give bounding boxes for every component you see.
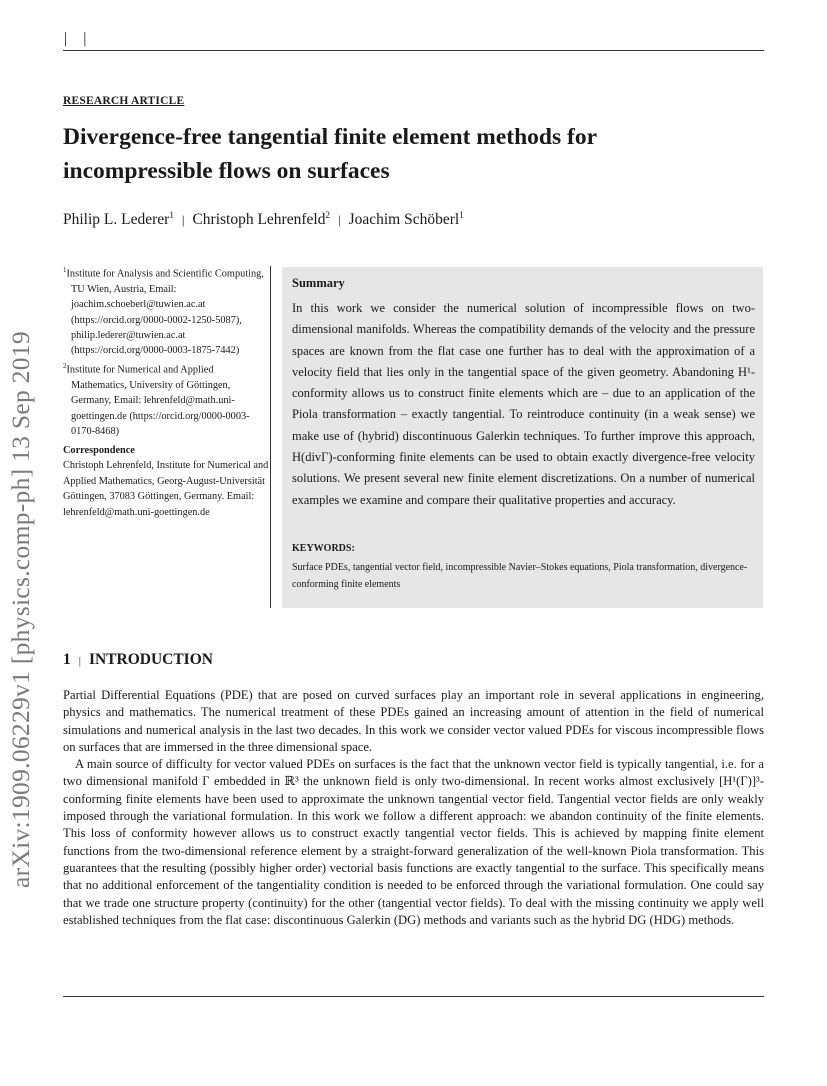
affiliation-item: $^1$Institute for Analysis and Scientific Computing, TU Wien, Austria, Email: joachim.schoeberl@tuwien.ac.at (https://orcid.org/0000-0002-1250-5087), philip.lederer@tuwien.ac.at (https://orcid.org/0000-0003-1875-7442): [63, 266, 264, 357]
keywords-heading: KEYWORDS:: [292, 543, 355, 554]
article-type-label: RESEARCH ARTICLE: [63, 95, 185, 107]
author-affiliation-mark: 2: [325, 210, 330, 220]
section-heading-introduction: [63, 651, 213, 669]
column-divider: [270, 266, 271, 608]
paragraph: A main source of difficulty for vector valued PDEs on surfaces is the fact that the unknown vector field is typically tangential, i.e. for a two dimensional manifold Γ embedded in ℝ³ the unknown field is only two-dimensional. In recent works almost exclusively [H¹(Γ)]³-conforming finite elements have been used to approximate the unknown tangential vector field. Tangential vector fields are only weakly imposed through the variational formulation. In this work we follow a different approach: we abandon continuity of the finite elements. This loss of conformity however allows us to construct exactly tangential vector fields. This is achieved by mapping finite element functions from the two-dimensional reference element by a straight-forward generalization of the well-known Piola transformation. This guarantees that the resulting (possibly higher order) vectorial basis functions are exactly tangential to the surface. This specifically means that no additional enforcement of the tangentiality condition is needed to be enforced through the variational formulation. One could say that we trade one structure property (continuity) for the other (tangential vector fields). To deal with the missing continuity we apply well established techniques from the flat case: discontinuous Galerkin (DG) methods and variants such as the hybrid DG (HDG) methods.: [63, 757, 764, 927]
author-name: Philip L. Lederer: [63, 211, 170, 229]
journal-header-marks: | |: [64, 30, 93, 47]
affiliations: [63, 263, 268, 439]
correspondence-heading: Correspondence: [63, 445, 135, 456]
correspondence-text: Christoph Lehrenfeld, Institute for Numerical and Applied Mathematics, Georg-August-Universität Göttingen, 37083 Göttingen, Germany. Email: lehrenfeld@math.uni-goettingen.de: [63, 460, 269, 518]
top-rule: [63, 50, 764, 51]
summary-text: In this work we consider the numerical solution of incompressible flows on two-dimensional manifolds. Whereas the compatibility demands of the velocity and the pressure spaces are known from the flat case one further has to deal with the approximation of a velocity field that lies only in the tangential space of the given geometry. Abandoning H¹-conformity allows us to construct finite elements which are – due to an application of the Piola transformation – exactly tangential. To reintroduce continuity (in a weak sense) we make use of (hybrid) discontinuous Galerkin techniques. To further improve this approach, H(divΓ)-conforming finite elements can be used to obtain exactly divergence-free velocity solutions. We present several new finite element discretizations. On a number of numerical examples we examine and compare their qualitative properties and accuracy.: [292, 301, 755, 507]
paper-title: Divergence-free tangential finite element methods for incompressible flows on surfaces: [63, 124, 597, 184]
author-affiliation-mark: 1: [459, 210, 464, 220]
summary-heading: Summary: [292, 276, 345, 290]
section-separator: |: [78, 655, 81, 667]
author-affiliation-mark: 1: [169, 210, 174, 220]
affiliation-item: $^2$Institute for Numerical and Applied Mathematics, University of Göttingen, Germany, Email: lehrenfeld@math.uni-goettingen.de (https://orcid.org/0000-0003-0170-8468): [63, 361, 250, 437]
section-number: 1: [63, 651, 71, 668]
author-name: Christoph Lehrenfeld: [192, 211, 326, 229]
author-name: Joachim Schöberl: [348, 211, 460, 229]
author-separator: |: [337, 212, 341, 228]
section-title: INTRODUCTION: [88, 651, 213, 668]
author-list: [63, 210, 464, 229]
bottom-rule: [63, 996, 764, 997]
keywords-text: Surface PDEs, tangential vector field, incompressible Navier–Stokes equations, Piola transformation, divergence-conforming finite elements: [292, 562, 748, 590]
arxiv-stamp: arXiv:1909.06229v1 [physics.comp-ph] 13 Sep 2019: [6, 331, 35, 888]
introduction-body: [63, 687, 764, 929]
correspondence: [63, 443, 273, 520]
paragraph: Partial Differential Equations (PDE) that are posed on curved surfaces play an important role in several applications in engineering, physics and mathematics. The numerical treatment of these PDEs gained an increasing amount of attention in the field of numerical simulations and numerical analysis in the last two decades. In this work we consider vector valued PDEs for viscous incompressible flows on surfaces that are immersed in the three dimensional space.: [63, 688, 764, 754]
author-separator: |: [181, 212, 185, 228]
